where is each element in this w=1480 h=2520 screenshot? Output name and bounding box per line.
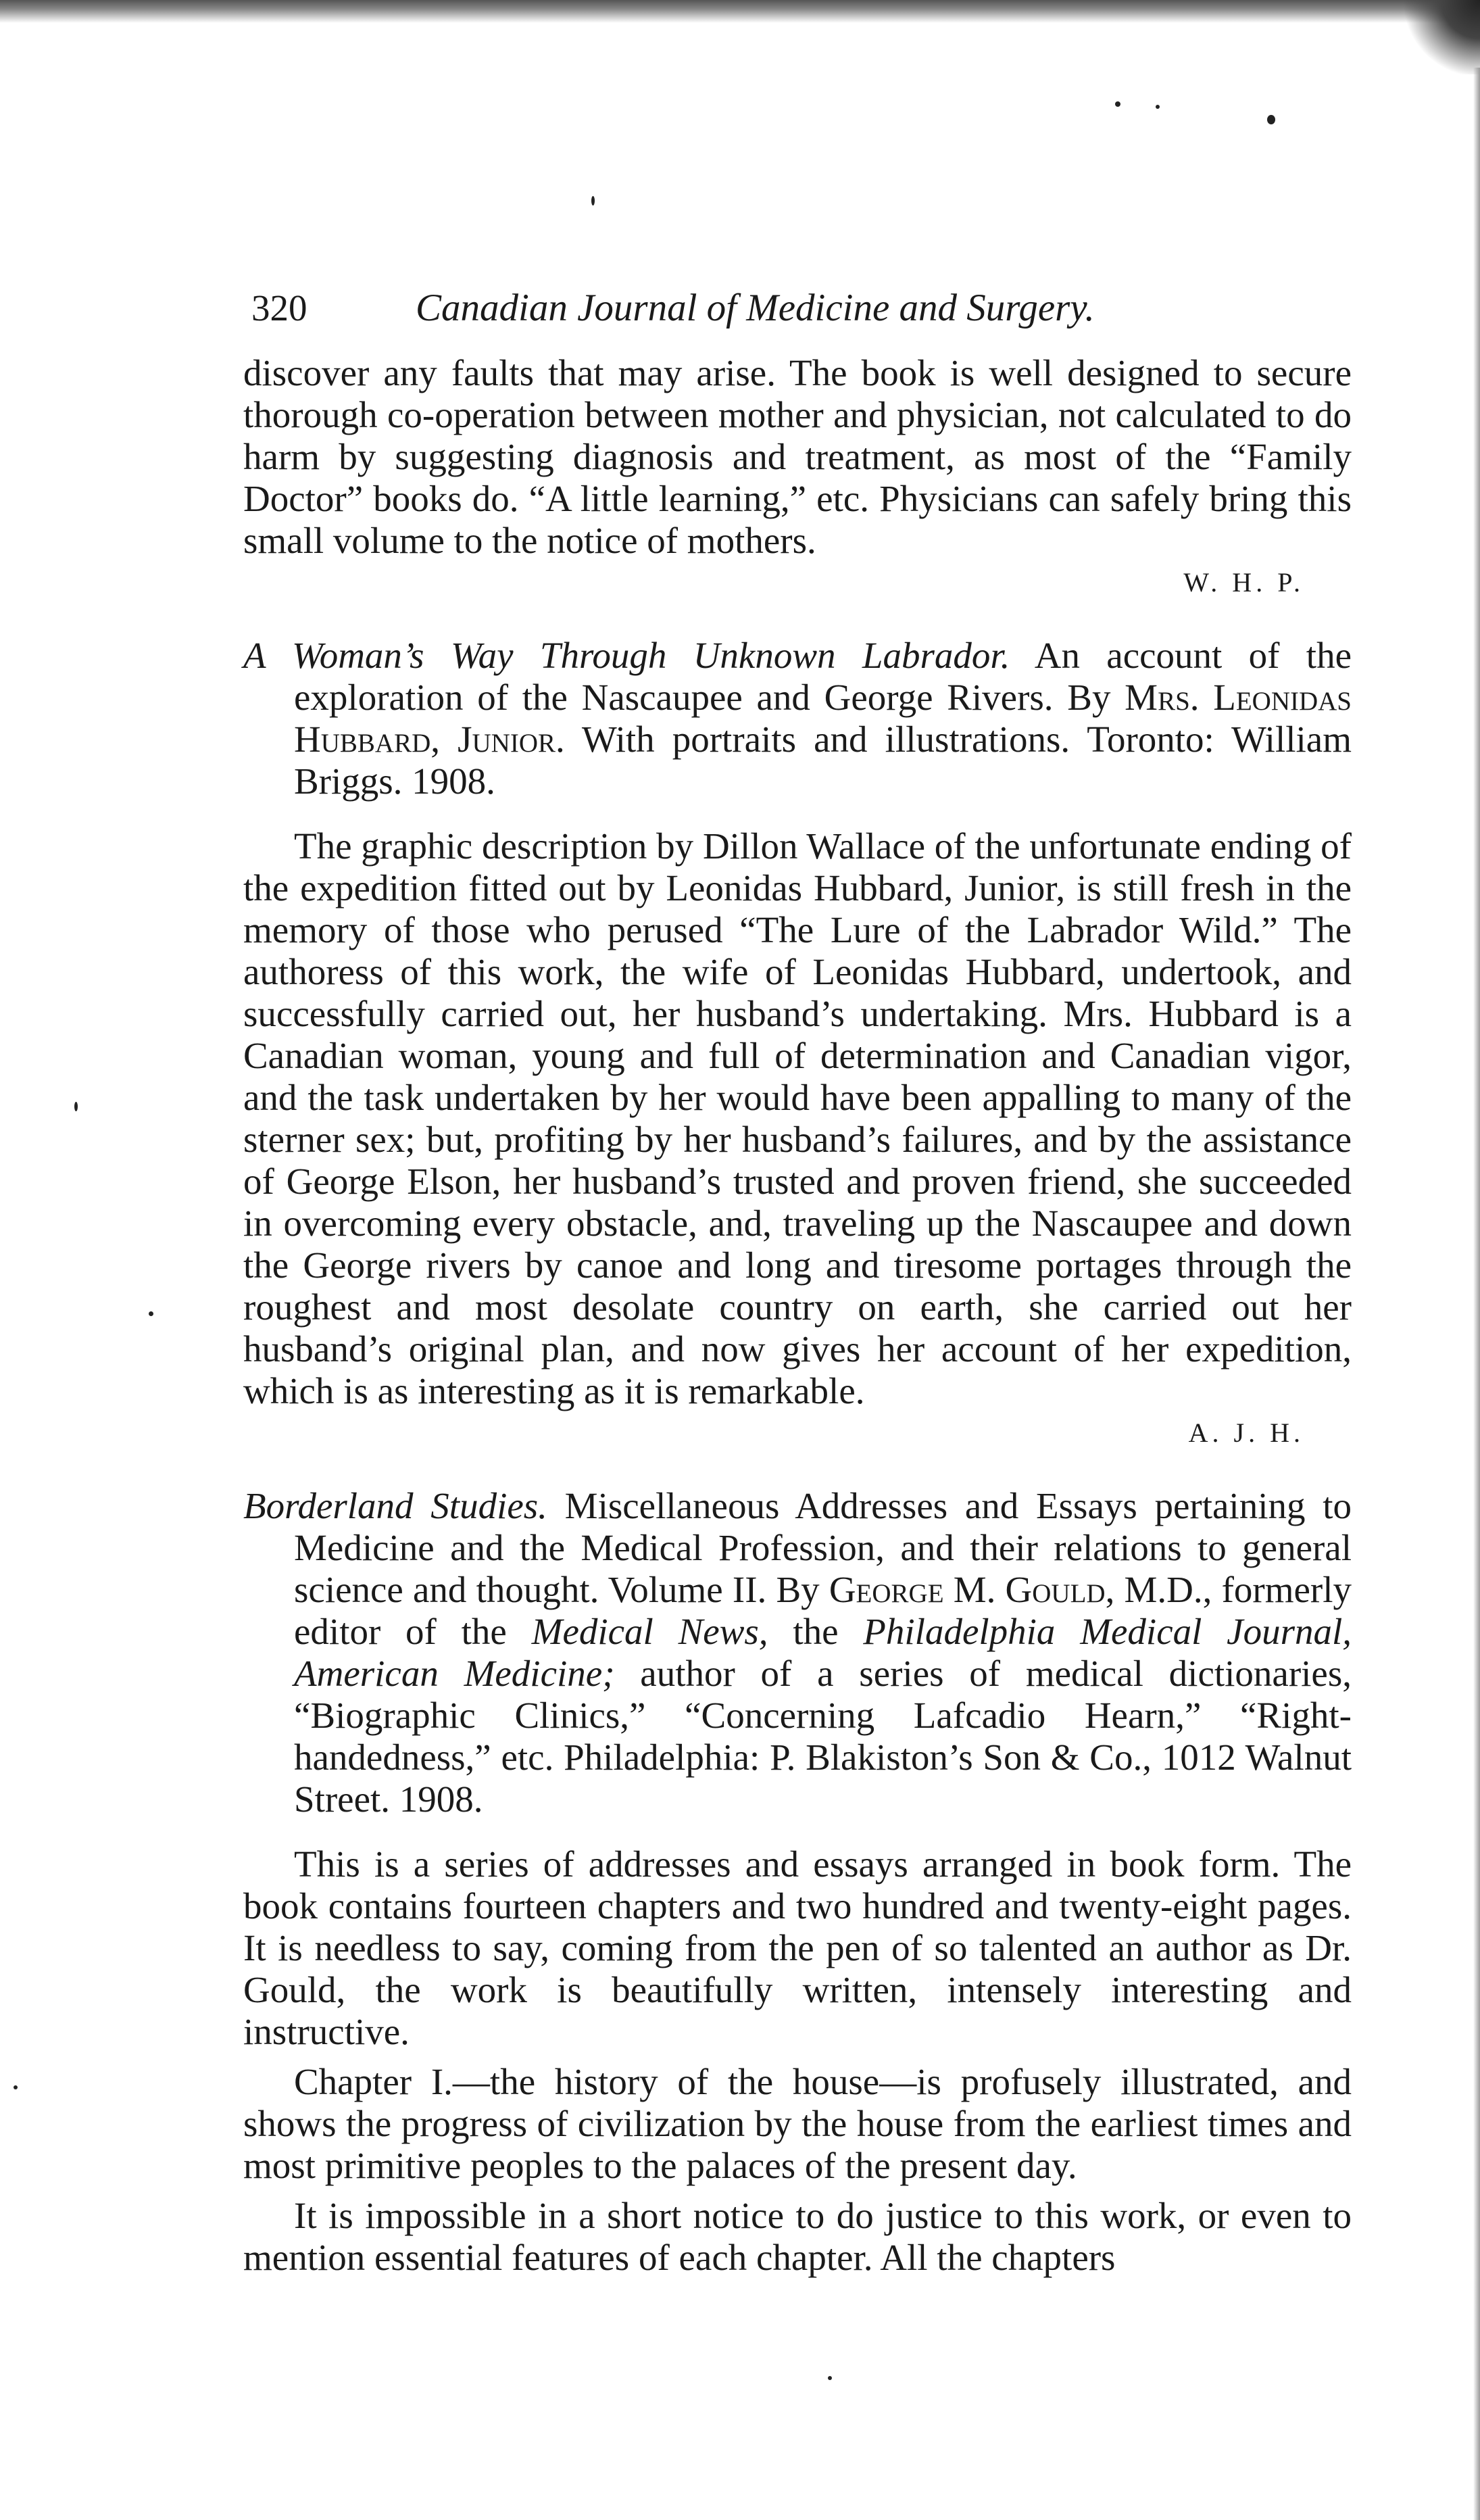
running-title: Canadian Journal of Medicine and Surgery.: [416, 287, 1095, 329]
page-number: 320: [251, 287, 307, 329]
connector-word: the: [793, 1611, 839, 1652]
book-publication: author of a series of medical dictionaries, “Biographic Clinics,” “Concerning Lafcadio Hearn,” “Right-handedness,” etc. Philadelphia: P. Blakiston’s Son & Co., 1012 Walnut Street. 1908.: [294, 1653, 1352, 1820]
reviewer-signature: A. J. H.: [1188, 1418, 1304, 1448]
scan-speck: [14, 2085, 18, 2089]
book-author: George M. Gould,: [829, 1569, 1115, 1610]
book-description: An account of the exploration of the Nascaupee and George Rivers. By: [294, 635, 1352, 718]
book-description: M.D., formerly editor of the: [294, 1569, 1352, 1652]
scan-speck: [1115, 101, 1120, 107]
scan-top-edge: [0, 0, 1480, 23]
scan-speck: [828, 2376, 832, 2380]
publication-title: Medical News,: [531, 1611, 768, 1652]
book-title: Borderland Studies.: [243, 1485, 547, 1526]
book-publication: With portraits and illustrations. Toronto: William Briggs. 1908.: [294, 719, 1352, 802]
scan-speck: [591, 196, 595, 205]
publication-title: Philadelphia Medical Journal, American Medicine;: [294, 1611, 1352, 1694]
review-paragraph: This is a series of addresses and essays arranged in book form. The book contains fourteen chapters and two hundred and twenty-eight pages. It is needless to say, coming from the pen of so talented an author as Dr. Gould, the work is beautifully written, intensely interesting and instructive.: [243, 1843, 1352, 2052]
review-paragraph: It is impossible in a short notice to do justice to this work, or even to mention essential features of each chapter. All the chapters: [243, 2195, 1352, 2278]
page-header: [243, 267, 1352, 328]
book-author: Mrs. Leonidas Hubbard, Junior.: [294, 677, 1352, 760]
review-paragraph: The graphic description by Dillon Wallace of the unfortunate ending of the expedition fitted out by Leonidas Hubbard, Junior, is still fresh in the memory of those who perused “The Lure of the Labrador Wild.” The authoress of this work, the wife of Leonidas Hubbard, undertook, and successfully carried out, her husband’s undertaking. Mrs. Hubbard is a Canadian woman, young and full of determination and Canadian vigor, and the task undertaken by her would have been appalling to many of the sterner sex; but, profiting by her husband’s failures, and by the assistance of George Elson, her husband’s trusted and proven friend, she succeeded in overcoming every obstacle, and, traveling up the Nascaupee and down the George rivers by canoe and long and tiresome portages through the roughest and most desolate country on earth, she carried out her husband’s original plan, and now gives her account of her expedition, which is as interesting as it is remarkable.: [243, 825, 1352, 1411]
review-paragraph: Chapter I.—the history of the house—is profusely illustrated, and shows the progress of civilization by the house from the earliest times and most primitive peoples to the palaces of the present day.: [243, 2061, 1352, 2186]
scan-speck: [74, 1102, 78, 1111]
book-entry-labrador: [243, 635, 1352, 802]
scan-corner-shadow: [1399, 0, 1480, 74]
book-title: A Woman’s Way Through Unknown Labrador.: [243, 635, 1010, 676]
scan-speck: [1156, 105, 1160, 109]
scan-speck: [1267, 115, 1275, 124]
book-entry-borderland: [243, 1485, 1352, 1820]
scan-speck: [149, 1311, 153, 1316]
journal-page: [243, 267, 1352, 2279]
continued-paragraph: discover any faults that may arise. The book is well designed to secure thorough co-operation between mother and physician, not calculated to do harm by suggesting diagnosis and treatment, as most of the “Family Doctor” books do. “A little learning,” etc. Physicians can safely bring this small volume to the notice of mothers.: [243, 352, 1352, 561]
book-description: Miscellaneous Addresses and Essays pertaining to Medicine and the Medical Profession, and their relations to general science and thought. Volume II. By: [294, 1485, 1352, 1610]
scan-right-edge: [1473, 68, 1480, 2520]
reviewer-signature: W. H. P.: [1183, 567, 1304, 598]
